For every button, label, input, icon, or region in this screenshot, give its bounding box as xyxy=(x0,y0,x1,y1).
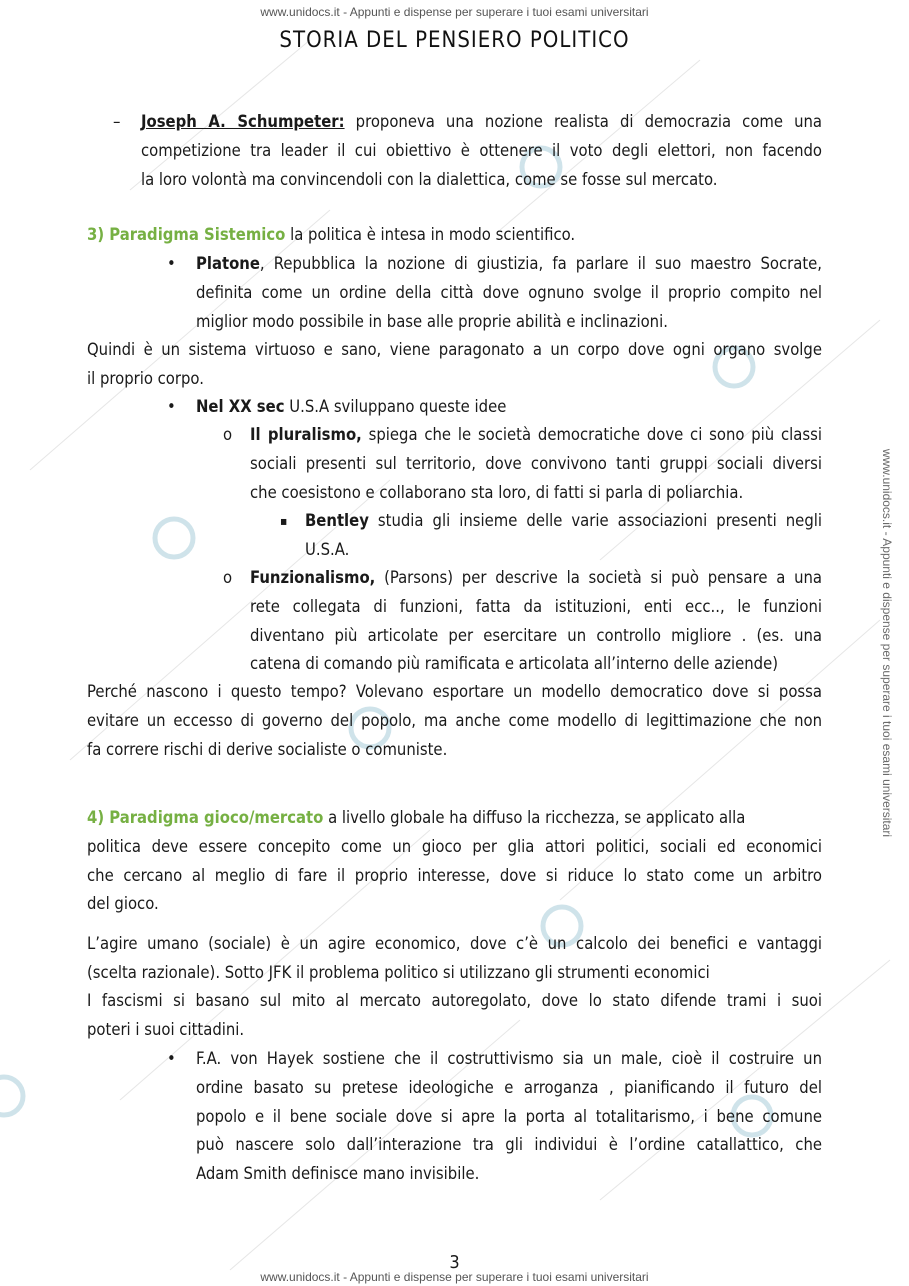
bullet-marker: • xyxy=(167,397,176,416)
pluralismo-paragraph xyxy=(250,421,822,507)
schumpeter-paragraph xyxy=(141,108,822,194)
bentley-paragraph xyxy=(305,507,822,565)
text-line: a livello globale ha diffuso la ricchezza, se applicato alla xyxy=(328,808,746,827)
text-line: competizione tra leader il cui obiettivo è ottenere il voto degli elettori, non facendo xyxy=(141,140,822,160)
bullet-marker: • xyxy=(167,254,176,273)
document-title: STORIA DEL PENSIERO POLITICO xyxy=(279,28,630,53)
text-line: catena di comando più ramificata e articolata all’interno delle aziende) xyxy=(250,654,779,674)
text-line: può nascere solo dall’interazione tra gli individui è l’ordine catallattico, che xyxy=(196,1135,822,1155)
text-line: I fascismi si basano sul mito al mercato autoregolato, dove lo stato difende trami i suoi xyxy=(87,991,822,1010)
text-line: diventano più articolate per esercitare un controllo migliore . (es. una xyxy=(250,625,822,645)
quindi-paragraph xyxy=(87,336,822,394)
text-line: miglior modo possibile in base alle proprie abilità e inclinazioni. xyxy=(196,311,668,331)
text-line: che cercano al meglio di fare il proprio interesse, dove si riduce lo stato come un arbitro xyxy=(87,865,822,885)
schumpeter-name: Joseph A. Schumpeter: xyxy=(141,112,345,131)
platone-paragraph xyxy=(196,250,822,336)
text-line: politica deve essere concepito come un gioco per glia attori politici, sociali ed economici xyxy=(87,836,822,856)
square-marker: ▪ xyxy=(280,514,288,528)
text-line: la politica è intesa in modo scientifico. xyxy=(290,225,576,244)
dash-marker: – xyxy=(113,112,121,131)
text-line: poteri i suoi cittadini. xyxy=(87,1019,245,1039)
perche-paragraph xyxy=(87,678,822,764)
xx-sec-line xyxy=(196,393,822,422)
text-line: del gioco. xyxy=(87,894,159,914)
hayek-paragraph xyxy=(196,1045,822,1189)
section-heading: 3) Paradigma Sistemico xyxy=(87,225,286,244)
watermark-top: www.unidocs.it - Appunti e dispense per superare i tuoi esami universitari xyxy=(260,5,649,19)
text-line: ordine basato su pretese ideologiche e arroganza , pianificando il futuro del xyxy=(196,1077,822,1097)
text-line: definita come un ordine della città dove ognuno svolge il proprio compito nel xyxy=(196,282,822,302)
text-line: Quindi è un sistema virtuoso e sano, viene paragonato a un corpo dove ogni organo svolge xyxy=(87,340,822,359)
text-line: rete collegata di funzioni, fatta da istituzioni, enti ecc.., le funzioni xyxy=(250,596,822,616)
page-number: 3 xyxy=(449,1252,460,1273)
text-line: il proprio corpo. xyxy=(87,368,204,388)
text-line: F.A. von Hayek sostiene che il costruttivismo sia un male, cioè il costruire un xyxy=(196,1049,822,1068)
sistemico-heading-line xyxy=(87,221,822,250)
text-line: proponeva una nozione realista di democrazia come una xyxy=(355,112,822,131)
bullet-marker: • xyxy=(167,1049,176,1068)
xx-sec-label: Nel XX sec xyxy=(196,397,285,416)
text-line: fa correre rischi di derive socialiste o comuniste. xyxy=(87,739,448,759)
text-line: L’agire umano (sociale) è un agire economico, dove c’è un calcolo dei benefici e vantaggi xyxy=(87,934,822,953)
text-line: U.S.A sviluppano queste idee xyxy=(289,397,507,416)
text-line: Adam Smith definisce mano invisibile. xyxy=(196,1164,480,1184)
text-line: studia gli insieme delle varie associazioni presenti negli xyxy=(377,511,822,530)
text-line: sociali presenti sul territorio, dove convivono tanti gruppi sociali diversi xyxy=(250,453,822,473)
circle-marker: o xyxy=(223,425,233,444)
pluralismo-name: Il pluralismo, xyxy=(250,425,362,444)
section-heading: 4) Paradigma gioco/mercato xyxy=(87,808,324,827)
gioco-paragraph xyxy=(87,804,822,919)
watermark-bottom: www.unidocs.it - Appunti e dispense per superare i tuoi esami universitari xyxy=(260,1270,649,1284)
text-line: la loro volontà ma convincendoli con la dialettica, come se fosse sul mercato. xyxy=(141,169,718,189)
text-line: , Repubblica la nozione di giustizia, fa parlare il suo maestro Socrate, xyxy=(259,254,822,273)
text-line: (Parsons) per descrive la società si può pensare a una xyxy=(384,568,823,587)
platone-name: Platone xyxy=(196,254,260,273)
agire-paragraph xyxy=(87,930,822,988)
bentley-name: Bentley xyxy=(305,511,369,530)
fascismi-paragraph xyxy=(87,987,822,1045)
funzionalismo-paragraph xyxy=(250,564,822,679)
watermark-right: www.unidocs.it - Appunti e dispense per superare i tuoi esami universitari xyxy=(880,448,895,838)
text-line: U.S.A. xyxy=(305,539,350,559)
circle-marker: o xyxy=(223,568,233,587)
text-line: popolo e il bene sociale dove si apre la porta al totalitarismo, i bene comune xyxy=(196,1106,822,1126)
text-line: che coesistono e collaborano sta loro, di fatti si parla di poliarchia. xyxy=(250,482,744,502)
text-line: Perché nascono i questo tempo? Volevano esportare un modello democratico dove si possa xyxy=(87,682,822,701)
text-line: spiega che le società democratiche dove ci sono più classi xyxy=(368,425,822,444)
text-line: (scelta razionale). Sotto JFK il problema politico si utilizzano gli strumenti economici xyxy=(87,962,710,982)
funzionalismo-name: Funzionalismo, xyxy=(250,568,376,587)
text-line: evitare un eccesso di governo del popolo, ma anche come modello di legittimazione che non xyxy=(87,710,822,730)
